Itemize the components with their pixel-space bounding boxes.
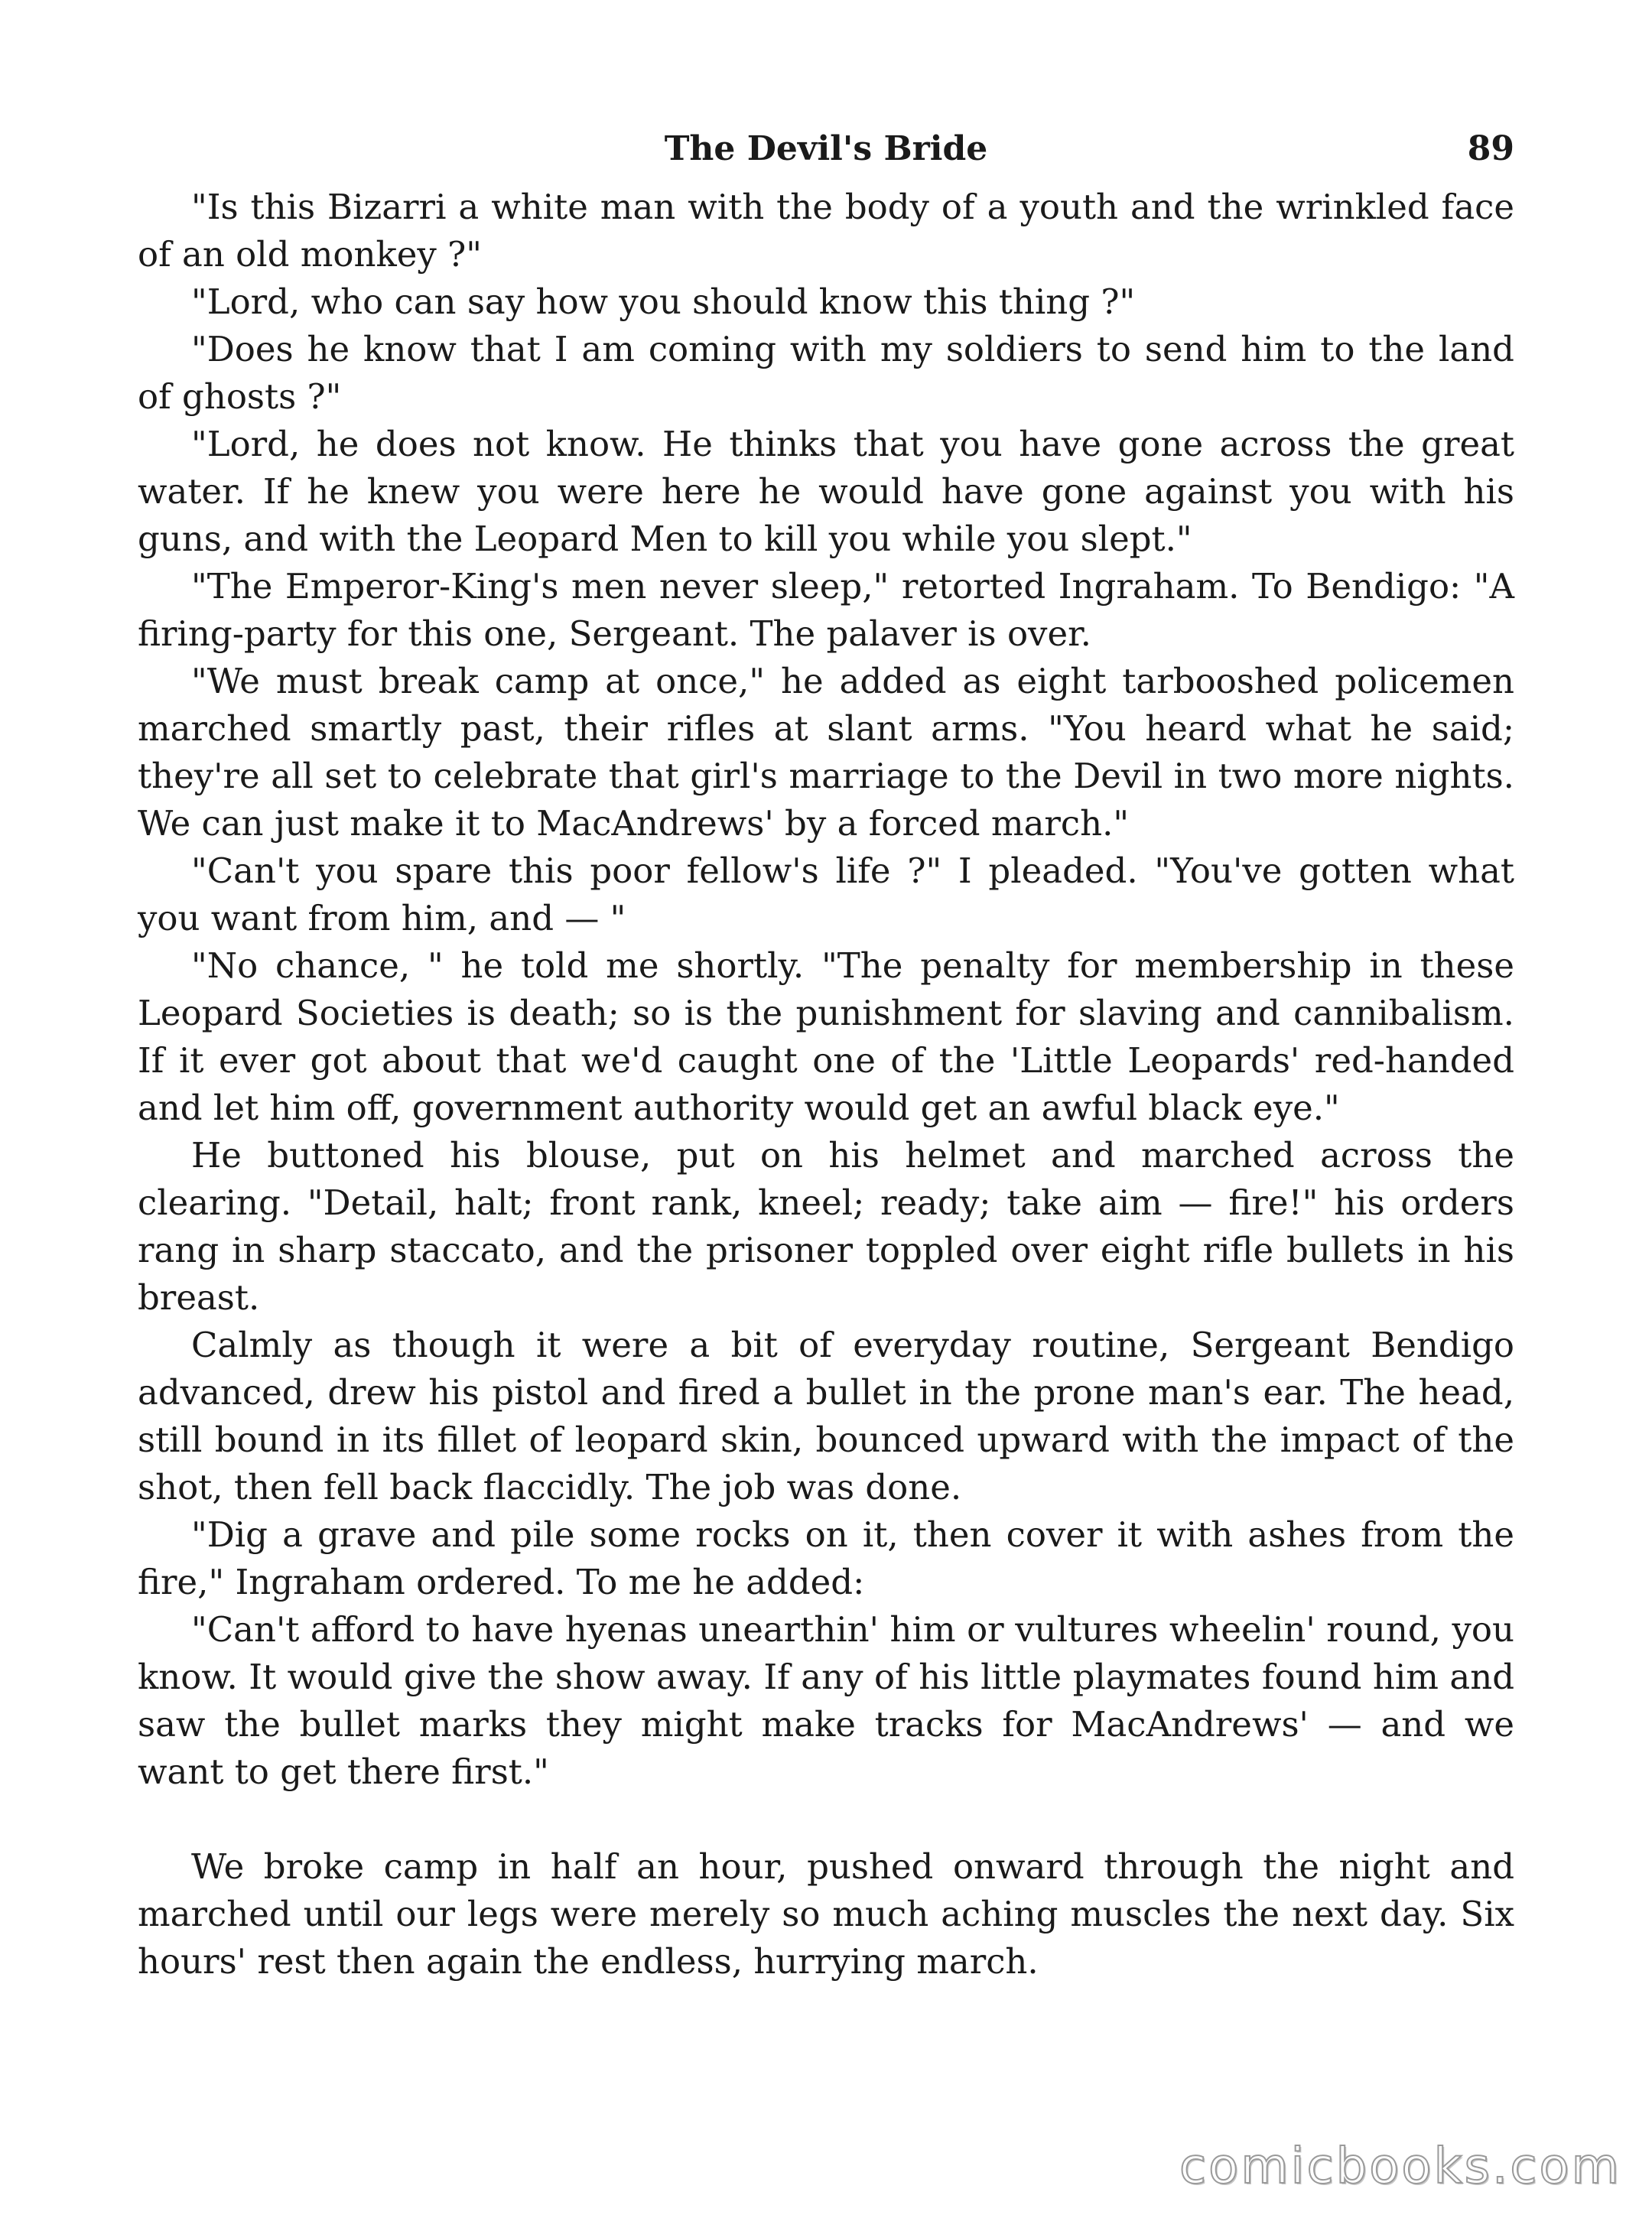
body-text [138,184,1514,1985]
paragraph: "Lord, who can say how you should know this thing ?" [191,281,1136,322]
paragraph: "Dig a grave and pile some rocks on it, then cover it with ashes from the fire," Ingraham ordered. To me he added: [138,1514,1514,1602]
paragraph: "Lord, he does not know. He thinks that you have gone across the great water. If he knew you were here he would have gone against you with his guns, and with the Leopard Men to kill you while you slept." [138,424,1514,559]
paragraph: "Can't you spare this poor fellow's life ?" I pleaded. "You've gotten what you want from him, and — " [138,850,1514,938]
paragraph: "Is this Bizarri a white man with the body of a youth and the wrinkled face of an old monkey ?" [138,187,1514,275]
running-header [138,115,1514,184]
running-title: The Devil's Bride [664,129,988,168]
page-number: 89 [1467,129,1514,168]
watermark: comicbooks.com [1179,2138,1621,2195]
paragraph: We broke camp in half an hour, pushed onward through the night and marched until our legs were merely so much aching muscles the next day. Six hours' rest then again the endless, hurrying march. [138,1846,1514,1982]
paragraph: "No chance, " he told me shortly. "The penalty for membership in these Leopard Societies is death; so is the punishment for slaving and cannibalism. If it ever got about that we'd caught one of the 'Little Leopards' red-handed and let him off, government authority would get an awful black eye." [138,945,1514,1128]
paragraph: "The Emperor-King's men never sleep," retorted Ingraham. To Bendigo: "A firing-party for this one, Sergeant. The palaver is over. [138,566,1514,654]
paragraph: "Can't afford to have hyenas unearthin' him or vultures wheelin' round, you know. It would give the show away. If any of his little playmates found him and saw the bullet marks they might make tracks for MacAndrews' — and we want to get there first." [138,1609,1514,1792]
paragraph: "Does he know that I am coming with my soldiers to send him to the land of ghosts ?" [138,329,1514,417]
book-page [138,115,1514,2180]
paragraph: Calmly as though it were a bit of everyday routine, Sergeant Bendigo advanced, drew his pistol and fired a bullet in the prone man's ear. The head, still bound in its fillet of leopard skin, bounced upward with the impact of the shot, then fell back flaccidly. The job was done. [138,1325,1514,1507]
paragraph: "We must break camp at once," he added as eight tarbooshed policemen marched smartly past, their rifles at slant arms. "You heard what he said; they're all set to celebrate that girl's marriage to the Devil in two more nights. We can just make it to MacAndrews' by a forced march." [138,661,1514,844]
paragraph: He buttoned his blouse, put on his helmet and marched across the clearing. "Detail, halt; front rank, kneel; ready; take aim — fire!" his orders rang in sharp staccato, and the prisoner toppled over eight rifle bullets in his breast. [138,1135,1514,1318]
